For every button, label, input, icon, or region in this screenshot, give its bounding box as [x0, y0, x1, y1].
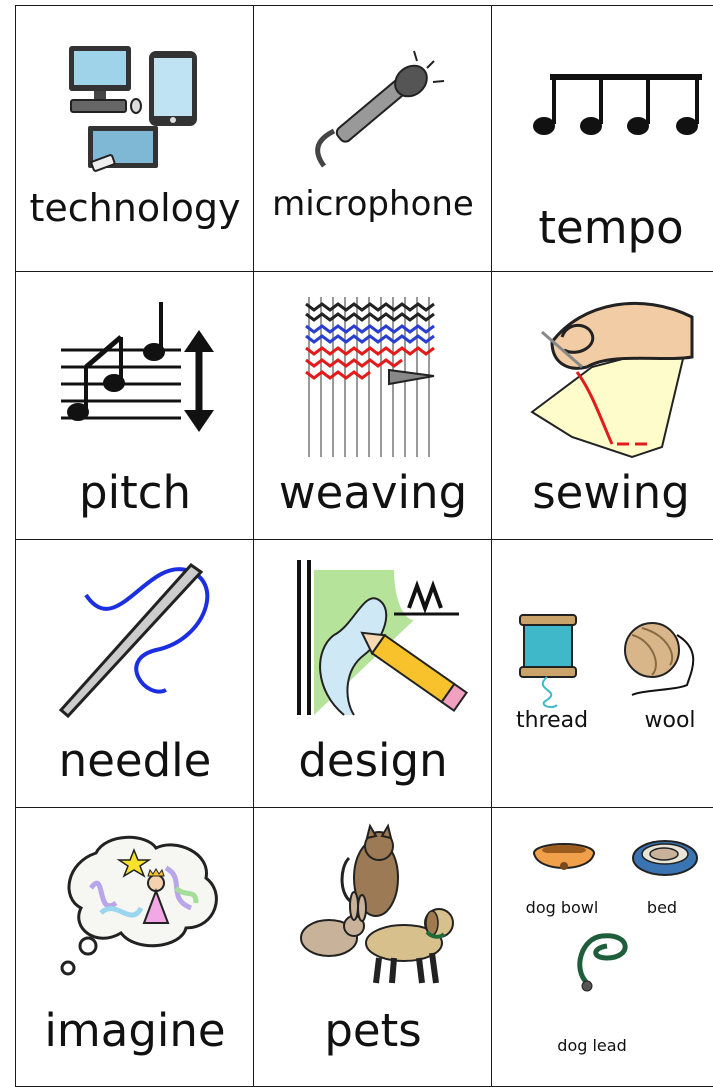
card-design[interactable] — [253, 539, 493, 809]
card-pitch[interactable] — [15, 271, 255, 541]
card-needle[interactable] — [15, 539, 255, 809]
item-label-bed: bed — [646, 898, 678, 917]
item-label-wool: wool — [644, 708, 696, 733]
card-imagine[interactable] — [15, 807, 255, 1087]
card-label: sewing — [532, 466, 690, 519]
card-label: weaving — [278, 466, 468, 519]
card-label: microphone — [272, 184, 474, 224]
microphone-icon — [254, 6, 493, 273]
card-sewing[interactable] — [491, 271, 713, 541]
card-label: technology — [29, 186, 241, 230]
card-pets[interactable] — [253, 807, 493, 1087]
card-weaving[interactable] — [253, 271, 493, 541]
card-label: pitch — [79, 466, 191, 519]
card-label: pets — [324, 1004, 422, 1057]
card-label: design — [298, 734, 448, 787]
card-label: needle — [58, 734, 212, 787]
item-label-dog-bowl: dog bowl — [525, 898, 599, 917]
symbol-board — [15, 5, 713, 1085]
item-label-thread: thread — [515, 708, 589, 733]
card-technology[interactable] — [15, 5, 255, 273]
card-label: tempo — [538, 201, 684, 254]
item-label-dog-lead: dog lead — [557, 1036, 627, 1055]
card-dog-items[interactable] — [491, 807, 713, 1087]
computer-devices-icon — [16, 6, 255, 273]
card-tempo[interactable] — [491, 5, 713, 273]
thread-wool-icon — [492, 540, 713, 809]
card-thread-wool[interactable] — [491, 539, 713, 809]
card-microphone[interactable] — [253, 5, 493, 273]
card-label: imagine — [44, 1004, 226, 1057]
